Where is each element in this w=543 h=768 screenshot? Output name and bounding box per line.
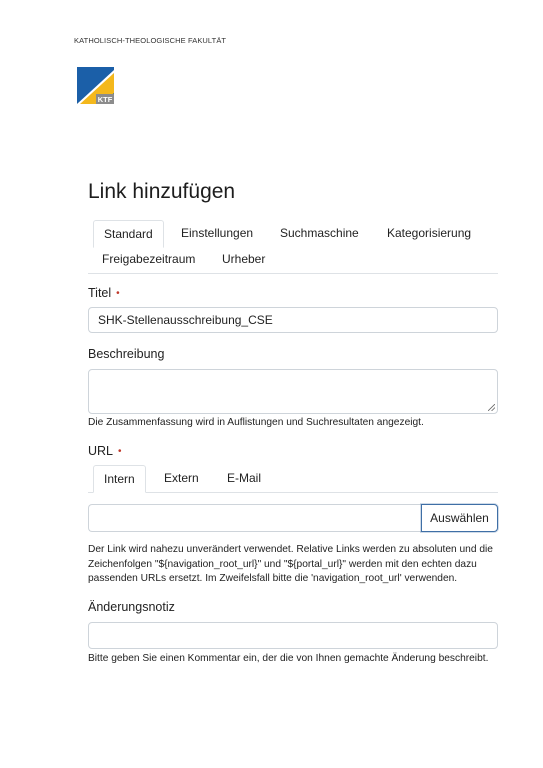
tab-standard[interactable]: Standard <box>93 220 164 248</box>
title-input[interactable]: SHK-Stellenausschreibung_CSE <box>88 307 498 333</box>
change-note-label: Änderungsnotiz <box>88 600 175 614</box>
url-help-line-2: Zeichenfolgen "${navigation_root_url}" und "${portal_url}" werden mit den echten dazu <box>88 558 477 570</box>
ktf-logo[interactable] <box>77 67 114 104</box>
url-label <box>88 444 122 458</box>
required-marker: • <box>118 446 122 457</box>
tab-freigabezeitraum[interactable]: Freigabezeitraum <box>102 252 196 266</box>
url-help-line-3: passenden URLs ersetzt. Im Zweifelsfall bitte die 'navigation_root_url' verwenden. <box>88 573 458 584</box>
title-label <box>88 286 120 300</box>
change-note-input[interactable] <box>88 622 498 649</box>
ktf-logo-icon <box>77 67 114 104</box>
url-help-line-1: Der Link wird nahezu unverändert verwendet. Relative Links werden zu absoluten und die <box>88 544 493 555</box>
url-label-text: URL <box>88 444 114 458</box>
description-textarea[interactable] <box>88 369 498 414</box>
tab-email[interactable]: E-Mail <box>227 471 262 485</box>
tab-urheber[interactable]: Urheber <box>222 252 266 266</box>
tab-kategorisierung[interactable]: Kategorisierung <box>387 226 472 240</box>
title-label-text: Titel <box>88 286 112 300</box>
faculty-name: KATHOLISCH-THEOLOGISCHE FAKULTÄT <box>74 36 227 45</box>
tab-intern[interactable]: Intern <box>93 465 146 493</box>
url-input[interactable] <box>88 504 422 532</box>
tab-einstellungen[interactable]: Einstellungen <box>181 226 254 240</box>
change-note-help: Bitte geben Sie einen Kommentar ein, der die von Ihnen gemachte Änderung beschreibt. <box>88 653 489 664</box>
select-button[interactable]: Auswählen <box>421 504 498 532</box>
svg-text:KTF: KTF <box>97 95 113 104</box>
tab-extern[interactable]: Extern <box>164 471 199 485</box>
required-marker: • <box>116 288 120 299</box>
tab-suchmaschine[interactable]: Suchmaschine <box>280 226 359 240</box>
main-tabs <box>88 219 498 274</box>
description-label: Beschreibung <box>88 347 165 361</box>
resize-grip-icon[interactable] <box>488 404 495 411</box>
url-type-tabs <box>88 465 498 493</box>
description-help: Die Zusammenfassung wird in Auflistungen und Suchresultaten angezeigt. <box>88 417 424 428</box>
page-title: Link hinzufügen <box>88 180 236 203</box>
